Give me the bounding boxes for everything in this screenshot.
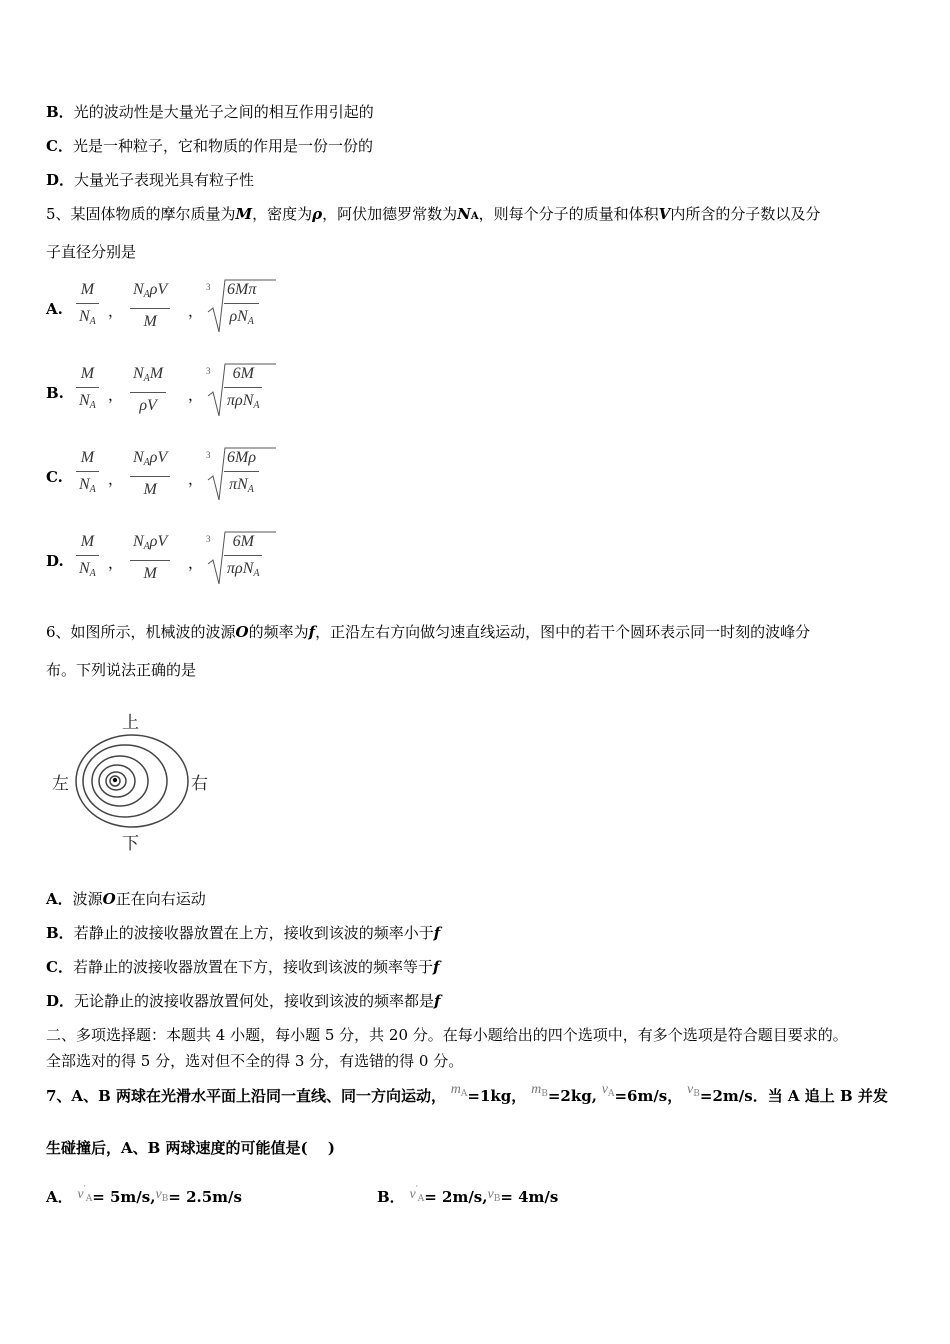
- q7-option-b: [377, 1184, 558, 1213]
- fraction-numerator: 6M: [232, 365, 254, 382]
- den-main: N: [79, 476, 90, 493]
- option-variable: O: [102, 890, 116, 908]
- direction-left-label: 左: [52, 774, 69, 794]
- comma: ，: [188, 470, 204, 488]
- q5-text: ，密度为: [252, 205, 313, 223]
- mass-fraction: [76, 280, 99, 332]
- fraction-denominator: M: [143, 481, 157, 498]
- option-label: C．: [46, 958, 73, 976]
- q6-text: 的频率为: [248, 623, 309, 641]
- option-text-tail: 正在向右运动: [115, 890, 206, 908]
- q4-option-d: [46, 170, 254, 190]
- vB-expr: [687, 1079, 700, 1097]
- option-text: 光的波动性是大量光子之间的相互作用引起的: [73, 103, 374, 121]
- diameter-cube-root: [206, 278, 276, 336]
- fraction-numerator: M: [80, 281, 95, 298]
- root-fraction: [224, 280, 259, 332]
- fraction-numerator: 6Mπ: [227, 281, 257, 298]
- option-label: B.: [46, 384, 64, 402]
- fraction-numerator: 6Mρ: [227, 449, 257, 466]
- count-fraction: [130, 448, 170, 500]
- num-main: N: [133, 365, 144, 382]
- separator: ，: [511, 1087, 527, 1105]
- vA-sub: A: [607, 1089, 615, 1099]
- diameter-cube-root: [206, 446, 276, 504]
- vB-symbol: v: [687, 1082, 694, 1097]
- option-text: 无论静止的波接收器放置何处，接收到该波的频率都是: [74, 992, 435, 1010]
- mB-expr: [531, 1079, 548, 1097]
- fraction-denominator: [224, 391, 262, 416]
- comma: ，: [108, 302, 124, 320]
- q5-text: ，则每个分子的质量和体积: [478, 205, 659, 223]
- var-f: f: [308, 623, 316, 641]
- fraction-bar: [76, 555, 99, 556]
- num-sub: A: [143, 457, 150, 468]
- option-label: A．: [46, 1188, 73, 1206]
- mass-fraction: [76, 448, 99, 500]
- root-index: 3: [206, 282, 211, 292]
- v-sub: B: [161, 1194, 169, 1204]
- vB-prime-expr: [487, 1184, 500, 1202]
- vA-value: =6m/s: [614, 1087, 668, 1105]
- option-label: B．: [46, 924, 74, 942]
- option-label: C．: [46, 137, 73, 155]
- mA-sub: A: [460, 1089, 468, 1099]
- section2-line1: [46, 1025, 848, 1045]
- num-sub: A: [143, 541, 150, 552]
- vA-prime-value: = 5m/s,: [92, 1188, 156, 1206]
- fraction-denominator: [226, 307, 256, 332]
- den-main: N: [79, 560, 90, 577]
- section2-text: 全部选对的得 5 分，选对但不全的得 3 分，有选错的得 0 分。: [46, 1052, 464, 1070]
- var-V: V: [658, 205, 671, 223]
- den-main: πρN: [227, 392, 254, 409]
- root-fraction: [224, 448, 259, 500]
- num-tail: ρV: [149, 533, 168, 550]
- v-symbol: v: [409, 1187, 416, 1202]
- num-sub: A: [143, 289, 150, 300]
- option-label: B．: [46, 103, 74, 121]
- root-index: 3: [206, 450, 211, 460]
- mB-value: =2kg,: [547, 1087, 597, 1105]
- q5-stem-line2: [46, 242, 136, 262]
- option-label: B．: [377, 1188, 405, 1206]
- fraction-numerator: [130, 448, 170, 473]
- q6-option-b: [46, 923, 440, 943]
- direction-right-label: 右: [191, 774, 208, 794]
- vB-sub: B: [693, 1089, 700, 1099]
- den-sub: A: [89, 316, 96, 327]
- var-NA: N: [457, 205, 471, 223]
- fraction-denominator: [76, 559, 99, 584]
- option-text: 若静止的波接收器放置在上方，接收到该波的频率小于: [73, 924, 434, 942]
- q7-option-a: [46, 1184, 242, 1213]
- q5-text: ，阿伏加德罗常数为: [322, 205, 458, 223]
- q6-option-a: [46, 889, 206, 909]
- vA-symbol: v: [601, 1082, 608, 1097]
- q6-option-d: [46, 991, 440, 1011]
- option-text: 波源: [72, 890, 103, 908]
- v-symbol: v: [155, 1187, 162, 1202]
- q5-text: 5、某固体物质的摩尔质量为: [46, 205, 236, 223]
- vB-prime-expr: [155, 1184, 168, 1202]
- root-index: 3: [206, 534, 211, 544]
- q6-stem-line1: [46, 622, 810, 642]
- num-tail: M: [149, 365, 164, 382]
- fraction-numerator: M: [80, 449, 95, 466]
- num-sub: A: [143, 373, 150, 384]
- q5-text: 子直径分别是: [46, 243, 137, 261]
- fraction-numerator: [130, 364, 166, 389]
- fraction-denominator: ρV: [139, 397, 157, 414]
- option-variable: f: [434, 992, 441, 1010]
- section2-line2: [46, 1051, 463, 1071]
- fraction-denominator: [76, 391, 99, 416]
- diameter-cube-root: [206, 530, 276, 588]
- num-main: N: [133, 281, 144, 298]
- q6-text: 布。下列说法正确的是: [46, 661, 197, 679]
- vB-prime-value: = 4m/s: [500, 1188, 559, 1206]
- option-label: D．: [46, 171, 75, 189]
- wave-figure: [50, 705, 220, 855]
- option-variable: f: [432, 958, 440, 976]
- mass-fraction: [76, 364, 99, 416]
- option-variable: f: [433, 924, 441, 942]
- mA-value: =1kg: [467, 1087, 512, 1105]
- fraction-numerator: [130, 280, 170, 305]
- v-sub: B: [493, 1194, 501, 1204]
- var-rho: ρ: [312, 205, 323, 223]
- v-symbol: v: [487, 1187, 494, 1202]
- fraction-bar: [76, 303, 99, 304]
- fraction-denominator: [224, 559, 262, 584]
- q6-text: ，正沿左右方向做匀速直线运动，图中的若干个圆环表示同一时刻的波峰分: [315, 623, 811, 641]
- fraction-numerator: [130, 532, 170, 557]
- fraction-bar: [130, 560, 170, 561]
- q6-option-c: [46, 957, 439, 977]
- q5-stem-line1: [46, 204, 820, 227]
- den-sub: A: [247, 316, 254, 327]
- q6-text: 6、如图所示，机械波的波源: [46, 623, 236, 641]
- fraction-denominator: M: [143, 565, 157, 582]
- den-main: πρN: [227, 560, 254, 577]
- q4-option-c: [46, 136, 373, 156]
- vA-prime-expr: [77, 1184, 92, 1202]
- fraction-denominator: M: [143, 313, 157, 330]
- direction-up-label: 上: [122, 713, 139, 733]
- mass-fraction: [76, 532, 99, 584]
- count-fraction: [130, 364, 166, 416]
- den-sub: A: [247, 484, 254, 495]
- den-sub: A: [89, 568, 96, 579]
- option-text: 若静止的波接收器放置在下方，接收到该波的频率等于: [72, 958, 433, 976]
- fraction-denominator: [76, 307, 99, 332]
- comma: ，: [108, 554, 124, 572]
- v-sub: A: [85, 1194, 93, 1204]
- num-tail: ρV: [149, 449, 168, 466]
- fraction-denominator: [226, 475, 257, 500]
- q7-stem-line2: [46, 1138, 335, 1158]
- count-fraction: [130, 280, 170, 332]
- fraction-bar: [224, 471, 259, 472]
- root-fraction: [224, 532, 262, 584]
- den-main: πN: [229, 476, 248, 493]
- fraction-denominator: [76, 475, 99, 500]
- fraction-bar: [76, 471, 99, 472]
- root-fraction: [224, 364, 262, 416]
- var-O: O: [235, 623, 249, 641]
- mA-expr: [451, 1079, 468, 1097]
- comma: ，: [188, 302, 204, 320]
- den-main: N: [79, 308, 90, 325]
- den-main: N: [79, 392, 90, 409]
- count-fraction: [130, 532, 170, 584]
- num-tail: ρV: [149, 281, 168, 298]
- mB-sub: B: [541, 1089, 548, 1099]
- var-M: M: [235, 205, 253, 223]
- option-text: 大量光子表现光具有粒子性: [74, 171, 255, 189]
- num-main: N: [133, 449, 144, 466]
- option-text: 光是一种粒子，它和物质的作用是一份一份的: [72, 137, 373, 155]
- separator: ，: [667, 1087, 683, 1105]
- q6-stem-line2: [46, 660, 196, 680]
- vB-prime-value: = 2.5m/s: [168, 1188, 242, 1206]
- option-label: C.: [46, 468, 63, 486]
- vB-value: =2m/s: [699, 1087, 753, 1105]
- comma: ，: [108, 386, 124, 404]
- den-sub: A: [89, 400, 96, 411]
- root-index: 3: [206, 366, 211, 376]
- fraction-numerator: M: [80, 533, 95, 550]
- fraction-bar: [130, 308, 170, 309]
- q5-text: 内所含的分子数以及分: [670, 205, 821, 223]
- fraction-bar: [76, 387, 99, 388]
- fraction-bar: [224, 387, 262, 388]
- var-NA-sub: A: [470, 211, 479, 222]
- comma: ，: [188, 386, 204, 404]
- num-main: N: [133, 533, 144, 550]
- q4-option-b: [46, 102, 374, 122]
- option-label: D.: [46, 552, 64, 570]
- q7-text: ．当 A 追上 B 并发: [752, 1087, 888, 1105]
- fraction-bar: [130, 392, 166, 393]
- mA-symbol: m: [450, 1082, 461, 1097]
- fraction-numerator: 6M: [232, 533, 254, 550]
- option-label: D．: [46, 992, 75, 1010]
- den-sub: A: [253, 400, 260, 411]
- q7-stem-line1: [46, 1082, 888, 1112]
- vA-prime-value: = 2m/s,: [424, 1188, 488, 1206]
- comma: ，: [188, 554, 204, 572]
- option-label: A.: [46, 300, 63, 318]
- den-main: ρN: [229, 308, 248, 325]
- fraction-bar: [130, 476, 170, 477]
- fraction-bar: [224, 555, 262, 556]
- direction-down-label: 下: [122, 834, 139, 854]
- fraction-bar: [224, 303, 259, 304]
- fraction-numerator: M: [80, 365, 95, 382]
- vA-prime-expr: [409, 1184, 424, 1202]
- section2-text: 二、多项选择题：本题共 4 小题，每小题 5 分，共 20 分。在每小题给出的四个选项中，有多个选项是符合题目要求的。: [46, 1026, 848, 1044]
- q7-text: 生碰撞后，A、B 两球速度的可能值是( ): [46, 1139, 335, 1157]
- q7-text: 7、A、B 两球在光滑水平面上沿同一直线、同一方向运动，: [46, 1087, 446, 1105]
- diameter-cube-root: [206, 362, 276, 420]
- mB-symbol: m: [531, 1082, 542, 1097]
- prime-mark: ′: [415, 1185, 418, 1195]
- v-symbol: v: [77, 1187, 84, 1202]
- option-label: A．: [46, 890, 73, 908]
- prime-mark: ′: [83, 1185, 86, 1195]
- den-sub: A: [89, 484, 96, 495]
- comma: ，: [108, 470, 124, 488]
- vA-expr: [602, 1079, 615, 1097]
- den-sub: A: [253, 568, 260, 579]
- v-sub: A: [417, 1194, 425, 1204]
